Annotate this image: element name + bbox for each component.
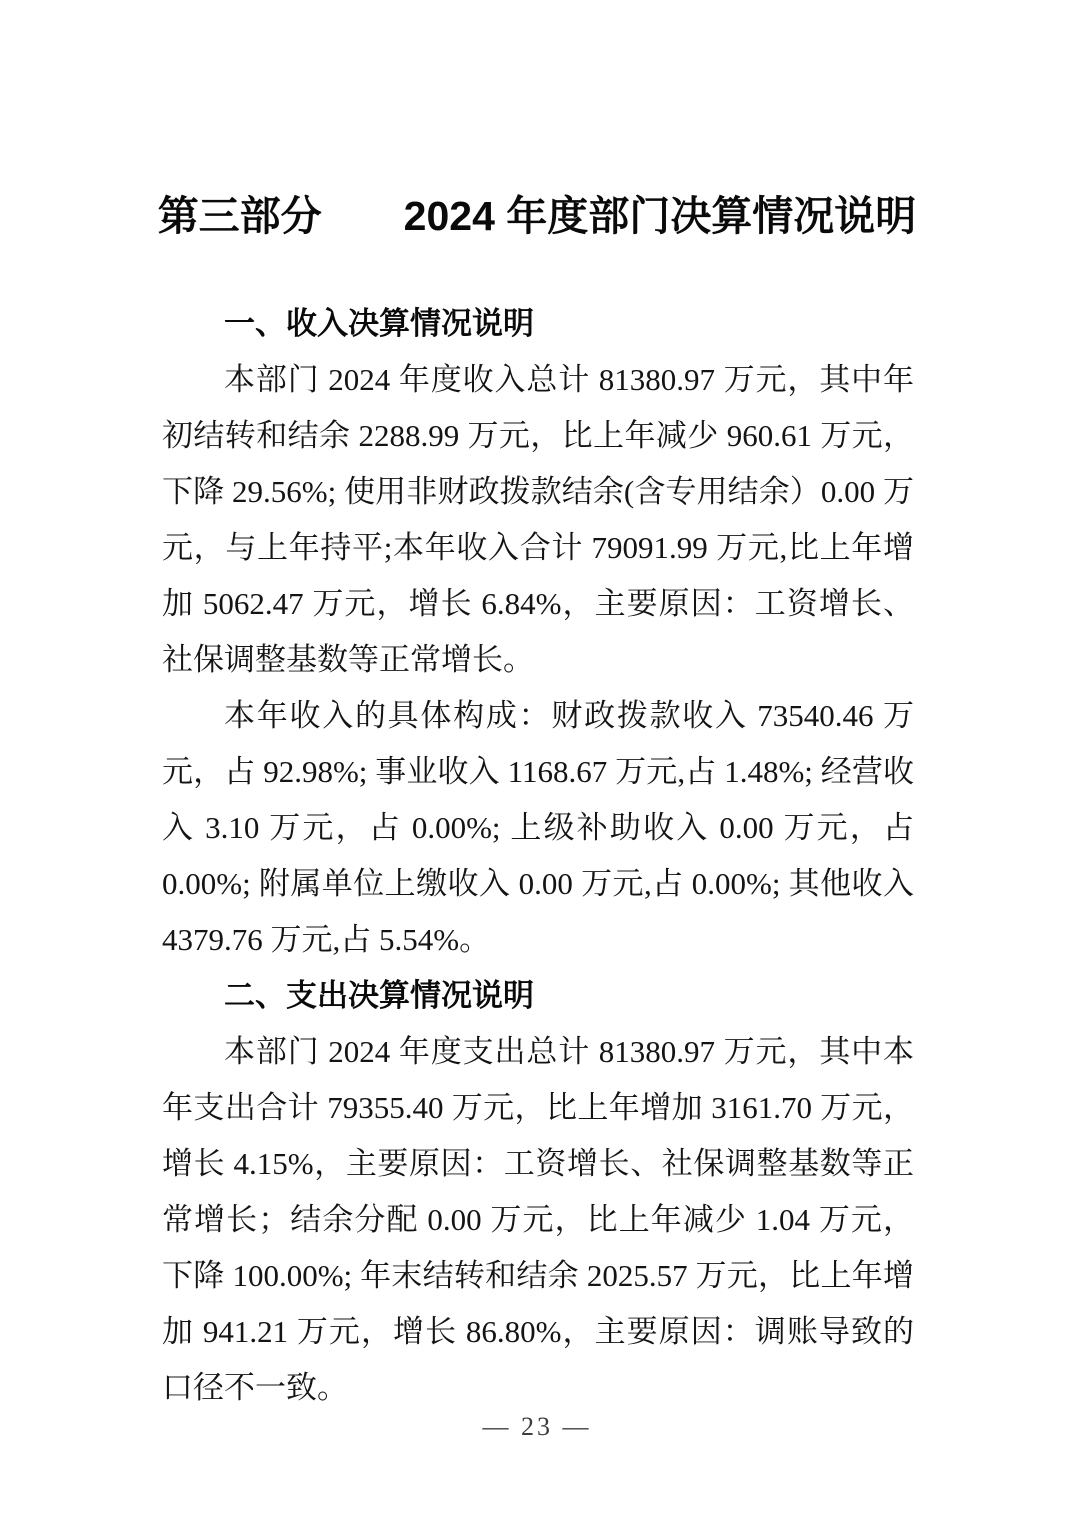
- section-heading-income: 一、收入决算情况说明: [224, 306, 534, 341]
- expenditure-summary-paragraph: 本部门 2024 年度支出总计 81380.97 万元，其中本年支出合计 79355.40 万元，比上年增加 3161.70 万元，增长 4.15%，主要原因：工资增长、社保调整基数等正常增长；结余分配 0.00 万元，比上年减少 1.04 万元，下降 100.00%; 年末结转和结余 2025.57 万元，比上年增加 941.21 万元，增长 86.80%，主要原因：调账导致的口径不一致。: [162, 1034, 914, 1405]
- income-summary-paragraph: 本部门 2024 年度收入总计 81380.97 万元，其中年初结转和结余 2288.99 万元，比上年减少 960.61 万元，下降 29.56%; 使用非财政拨款结余(含专用结余）0.00 万元，与上年持平;本年收入合计 79091.99 万元,比上年增加 5062.47 万元，增长 6.84%，主要原因：工资增长、社保调整基数等正常增长。: [162, 362, 914, 677]
- section-heading-expenditure: 二、支出决算情况说明: [224, 978, 534, 1013]
- income-composition-paragraph: 本年收入的具体构成：财政拨款收入 73540.46 万元，占 92.98%; 事业收入 1168.67 万元,占 1.48%; 经营收入 3.10 万元，占 0.00%; 上级补助收入 0.00 万元，占 0.00%; 附属单位上缴收入 0.00 万元,占 0.00%; 其他收入 4379.76 万元,占 5.54%。: [162, 698, 914, 957]
- page-number: — 23 —: [482, 1412, 592, 1441]
- document-body: [162, 296, 914, 1416]
- page-title: 第三部分 2024 年度部门决算情况说明: [157, 193, 917, 239]
